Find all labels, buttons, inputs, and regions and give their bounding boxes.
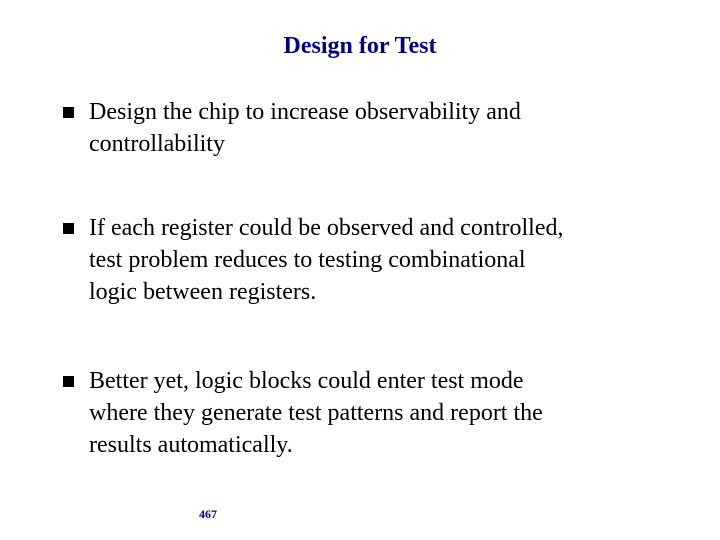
square-bullet-icon: [63, 376, 74, 387]
slide-title: Design for Test: [283, 33, 437, 59]
square-bullet-icon: [63, 107, 74, 118]
page-number: 467: [199, 507, 217, 521]
bullet-text: Better yet, logic blocks could enter test mode where they generate test patterns and report the results automatically.: [89, 368, 543, 458]
square-bullet-icon: [63, 223, 74, 234]
bullet-text: If each register could be observed and controlled, test problem reduces to testing combinational logic between registers.: [89, 215, 564, 305]
bullet-text: Design the chip to increase observability and controllability: [89, 99, 521, 157]
